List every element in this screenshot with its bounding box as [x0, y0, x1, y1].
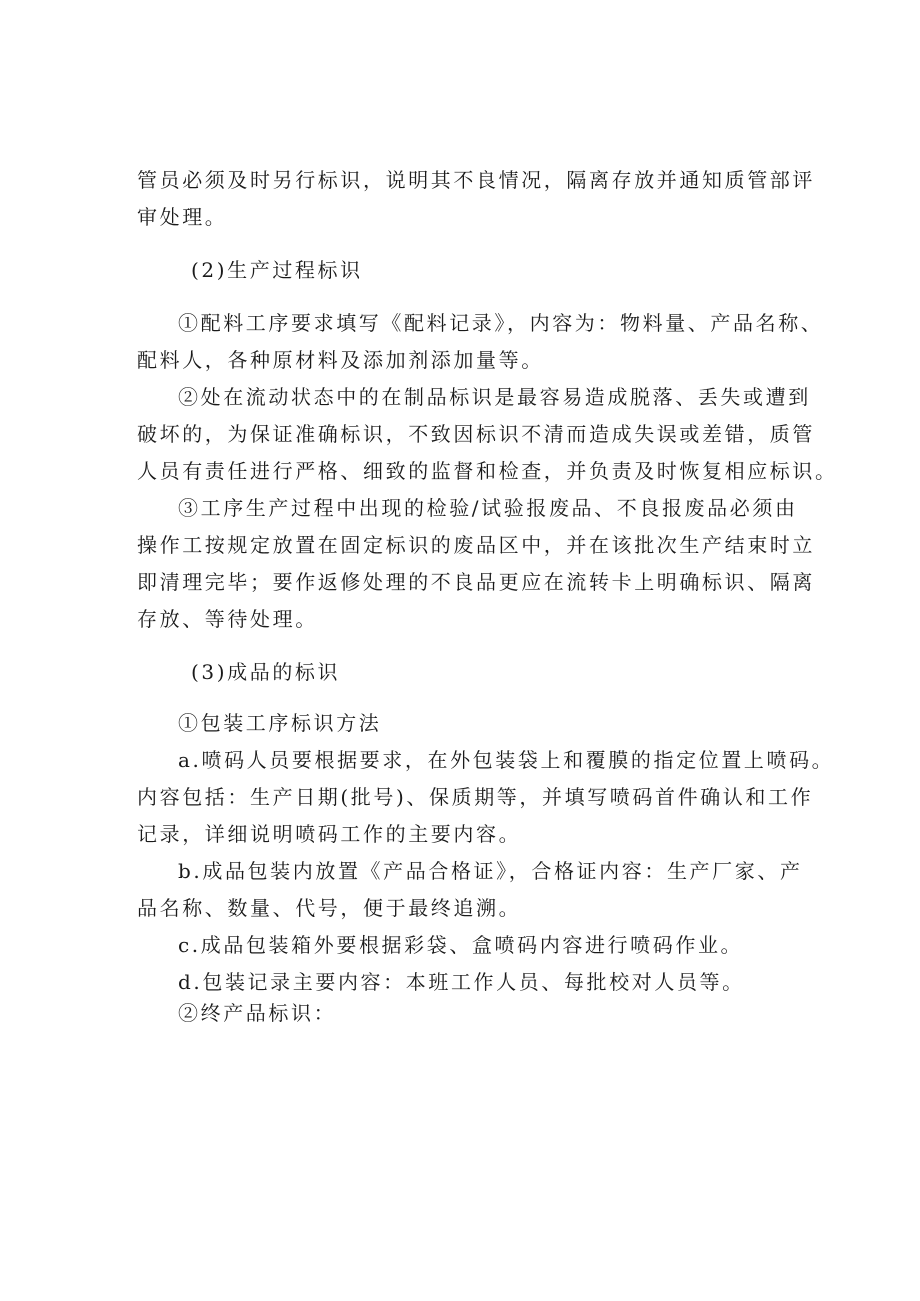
section-heading: (2)生产过程标识: [191, 258, 363, 282]
text-line: a.喷码人员要根据要求，在外包装袋上和覆膜的指定位置上喷码。: [178, 748, 835, 772]
text-line: b.成品包装内放置《产品合格证》，合格证内容：生产厂家、产: [178, 859, 803, 883]
subsection-title: ②终产品标识：: [178, 1001, 337, 1025]
subsection-title: ①包装工序标识方法: [178, 711, 382, 735]
text-line: d.包装记录主要内容：本班工作人员、每批校对人员等。: [178, 970, 745, 994]
text-line: 即清理完毕；要作返修处理的不良品更应在流转卡上明确标识、隔离: [137, 570, 815, 594]
section-3-heading-block: [137, 654, 780, 691]
text-line: 记录，详细说明喷码工作的主要内容。: [137, 822, 522, 846]
text-line: 破坏的，为保证准确标识，不致因标识不清而造成失误或差错，质管: [137, 422, 815, 446]
text-line: ②处在流动状态中的在制品标识是最容易造成脱落、丢失或遭到: [178, 385, 811, 409]
text-line: 审处理。: [137, 205, 228, 229]
text-line: 管员必须及时另行标识，说明其不良情况，隔离存放并通知质管部评: [137, 168, 815, 192]
text-line: 品名称、数量、代号，便于最终追溯。: [137, 896, 522, 920]
text-line: ①配料工序要求填写《配料记录》，内容为：物料量、产品名称、: [178, 311, 824, 335]
text-line: 内容包括：生产日期(批号)、保质期等，并填写喷码首件确认和工作: [137, 785, 814, 809]
text-line: 存放、等待处理。: [137, 607, 318, 631]
text-line: 配料人，各种原材料及添加剂添加量等。: [137, 348, 544, 372]
text-line: ③工序生产过程中出现的检验/试验报废品、不良报废品必须由: [178, 496, 798, 520]
text-line: c.成品包装箱外要根据彩袋、盒喷码内容进行喷码作业。: [178, 933, 744, 957]
text-line: 操作工按规定放置在固定标识的废品区中，并在该批次生产结束时立: [137, 533, 815, 557]
continuation-paragraph: [137, 162, 815, 236]
section-2-heading-block: [137, 252, 780, 289]
section-2-body: [137, 305, 838, 638]
section-heading: (3)成品的标识: [191, 660, 341, 684]
section-3-sub2-block: [137, 995, 780, 1032]
section-3-body: [137, 705, 835, 1001]
text-line: 人员有责任进行严格、细致的监督和检查，并负责及时恢复相应标识。: [137, 459, 838, 483]
